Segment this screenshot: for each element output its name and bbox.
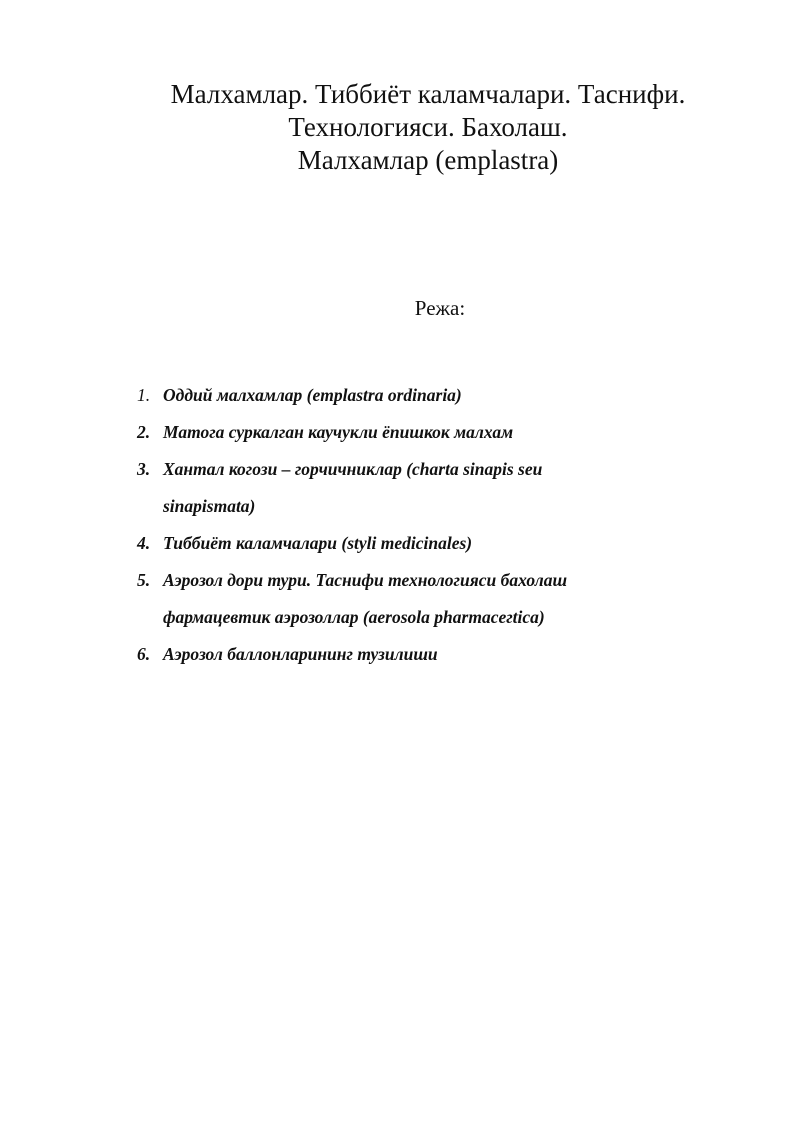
plan-item-number: 5. (137, 570, 151, 590)
plan-item-6 (136, 636, 696, 673)
title-line-2: Технологияси. Бахолаш. (288, 112, 568, 142)
plan-item-5 (136, 562, 696, 636)
plan-item-text-line-1: Аэрозол дори тури. Таснифи технологияси бахолаш (163, 570, 568, 590)
plan-item-text: Оддий малхамлар (emplastra ordinaria) (163, 385, 462, 405)
plan-item-text: Аэрозол баллонларининг тузилиши (163, 644, 438, 664)
plan-item-number: 6. (137, 644, 151, 664)
plan-item-text-line-1: Хантал когози – горчичниклар (charta sinapis seu (163, 459, 543, 479)
plan-item-text: Тиббиёт каламчалари (styli medicinales) (163, 533, 473, 553)
document-title (88, 78, 768, 177)
plan-item-text-line-2: sinapismata) (163, 496, 256, 516)
title-line-1: Малхамлар. Тиббиёт каламчалари. Таснифи. (170, 79, 686, 109)
plan-item-number: 3. (137, 459, 151, 479)
plan-item-4 (136, 525, 696, 562)
plan-item-number: 2. (137, 422, 151, 442)
plan-item-1 (136, 377, 696, 414)
plan-item-3 (136, 451, 696, 525)
plan-item-2 (136, 414, 696, 451)
plan-item-text-line-2: фармацевтик аэрозоллар (aerosola pharmaceгtica) (163, 607, 545, 627)
title-line-3: Малхамлар (emplastra) (297, 145, 559, 175)
plan-heading: Режа: (414, 296, 466, 320)
plan-item-number: 4. (137, 533, 151, 553)
plan-list (136, 377, 696, 673)
plan-item-text: Матога суркалган каучукли ёпишкок малхам (163, 422, 514, 442)
plan-item-number: 1. (137, 385, 151, 405)
